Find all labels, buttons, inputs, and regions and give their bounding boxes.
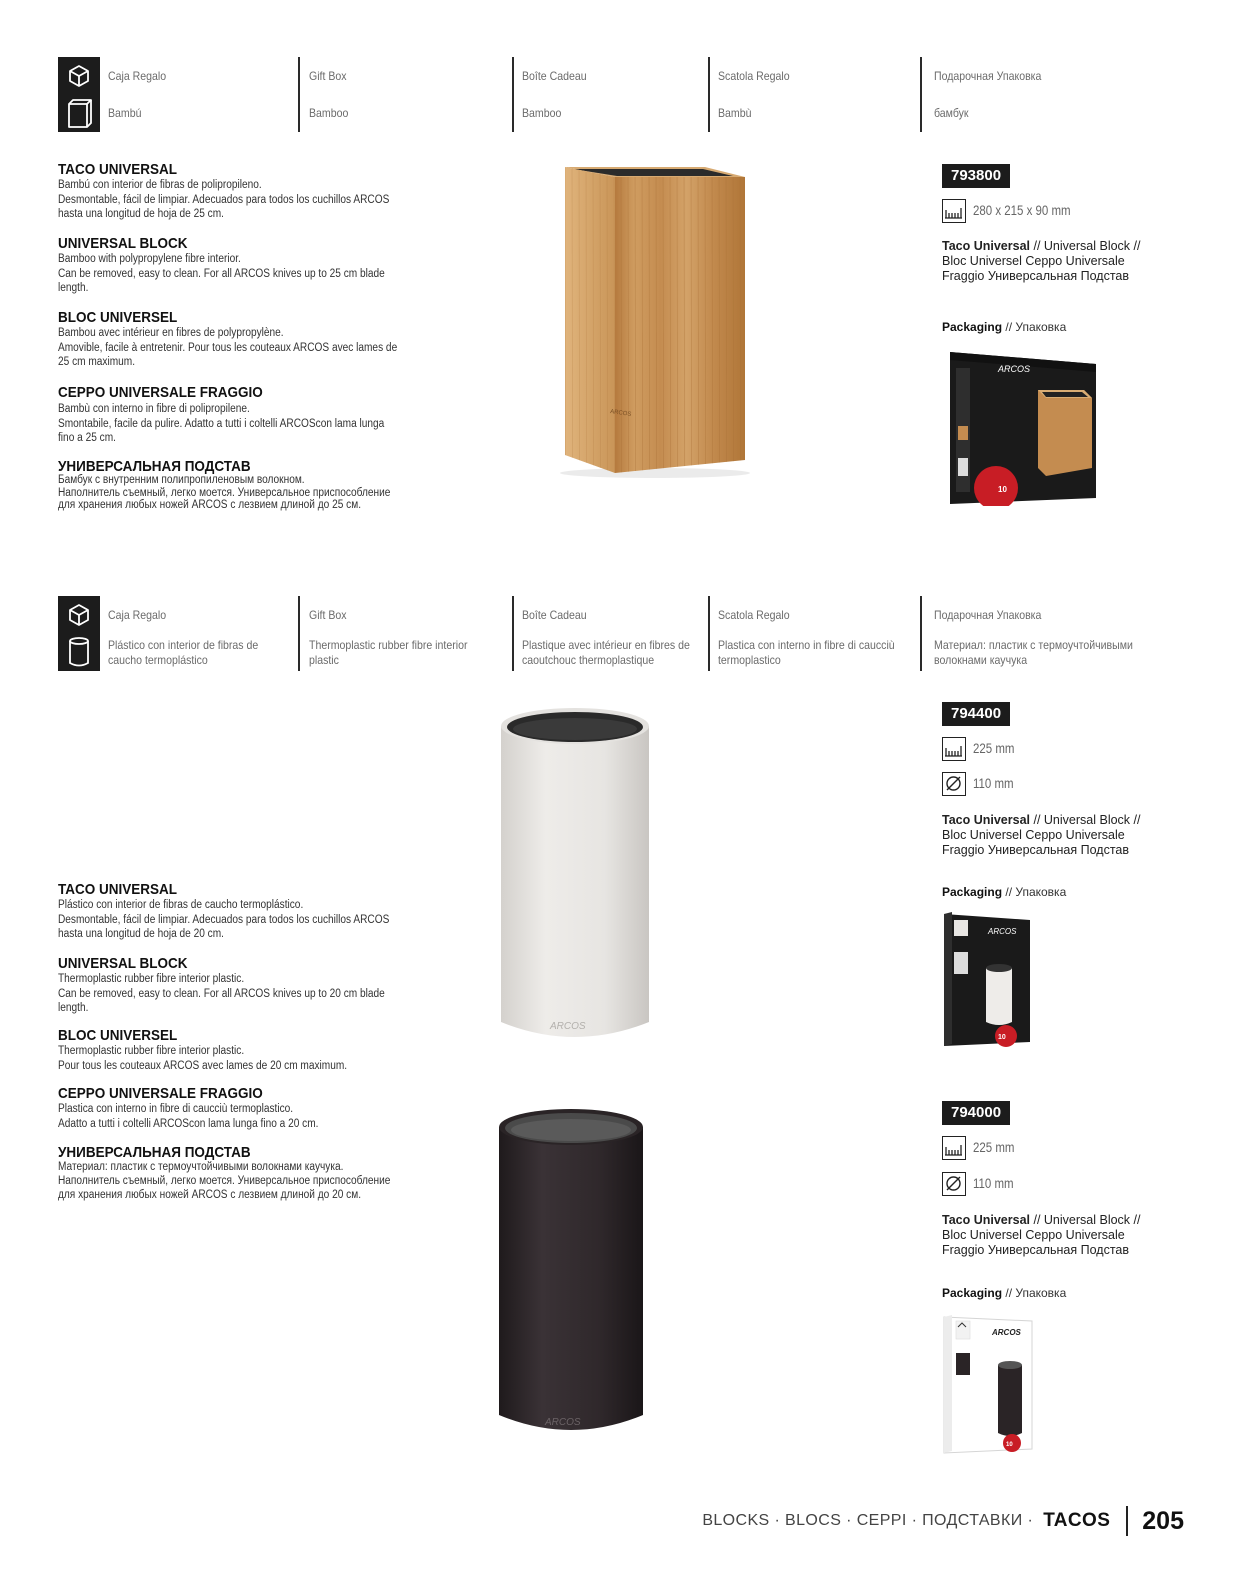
white-cylinder-block-image [495,704,655,1046]
block-title-es: TACO UNIVERSAL [58,881,178,898]
header-material-ru: бамбук [934,106,969,120]
header-gift-es: Caja Regalo [108,608,167,622]
header-material-fr: Bamboo [522,106,562,120]
svg-text:ARCOS: ARCOS [609,409,632,418]
header-material-it: Plastica con interno in fibre di caucciù termoplastico [718,638,895,667]
block-body-en: Bamboo with polypropylene fibre interior. Can be removed, easy to clean. For all ARCOS knives up to 25 cm blade length. [58,253,385,294]
header-material-ru: Материал: пластик с термоучтойчивыми волокнами каучука [934,638,1133,667]
header-material-fr: Plastique avec intérieur en fibres de caoutchouc thermoplastique [522,638,690,667]
product-dimensions: 280 x 215 x 90 mm [973,203,1071,218]
product-height: 225 mm [973,1140,1015,1155]
footer-divider [1126,1506,1128,1536]
header-material-en: Thermoplastic rubber fibre interior plastic [309,638,468,667]
block-body-es: Plástico con interior de fibras de caucho termoplástico. Desmontable, fácil de limpiar. Adecuados para todos los cuchillos ARCOS hasta una longitud de hoja de 20 cm. [58,899,390,940]
header-gift-ru: Подарочная Упаковка [934,608,1042,622]
header-material-it: Bambù [718,106,752,120]
packaging-label: Packaging // Упаковка [942,1286,1067,1300]
product-diameter: 110 mm [973,776,1014,791]
packaging-label: Packaging // Упаковка [942,320,1067,334]
gift-box-icon [58,57,100,95]
svg-text:10: 10 [998,1034,1006,1041]
product-code-793800: 793800 [942,164,1010,188]
block-body-fr: Bambou avec intérieur en fibres de polypropylène. Amovible, facile à entretenir. Pour tous les couteaux ARCOS avec lames de 25 cm maximum. [58,327,398,368]
block-title-es: TACO UNIVERSAL [58,161,178,178]
gift-box-icon [58,596,100,634]
block-title-en: UNIVERSAL BLOCK [58,955,188,972]
header-gift-fr: Boîte Cadeau [522,608,587,622]
cylinder-block-icon [58,633,100,671]
packaging-label: Packaging // Упаковка [942,885,1067,899]
footer-current-section: TACOS [1043,1510,1111,1531]
bamboo-block-icon [58,94,100,132]
svg-text:ARCOS: ARCOS [998,364,1031,374]
product-code-794000: 794000 [942,1101,1010,1125]
product-diameter: 110 mm [973,1176,1014,1191]
block-title-it: CEPPO UNIVERSALE FRAGGIO [58,1085,263,1102]
svg-text:10: 10 [1006,1442,1013,1448]
block-title-ru: УНИВЕРСАЛЬНАЯ ПОДСТАВ [58,458,251,475]
header-gift-en: Gift Box [309,69,347,83]
black-cylinder-block-image [495,1105,647,1440]
header-gift-en: Gift Box [309,608,347,622]
block-title-fr: BLOC UNIVERSEL [58,309,178,326]
product-code-794400: 794400 [942,702,1010,726]
packaging-box-image [942,910,1034,1050]
page-footer [702,1503,1184,1539]
block-body-en: Thermoplastic rubber fibre interior plastic. Can be removed, easy to clean. For all ARCOS knives up to 20 cm blade length. [58,973,385,1014]
header-gift-es: Caja Regalo [108,69,167,83]
block-body-ru: Материал: пластик с термоучтойчивыми волокнами каучука. Наполнитель съемный, легко моется. Универсальное приспособление для хранения любых ножей ARCOS с лезвием длиной до 20 см. [58,1161,391,1201]
page-number: 205 [1142,1506,1184,1535]
header-material-es: Bambú [108,106,142,120]
svg-text:ARCOS: ARCOS [545,1417,581,1428]
block-title-fr: BLOC UNIVERSEL [58,1027,178,1044]
diameter-icon [942,1172,966,1196]
block-body-ru: Бамбук с внутренним полипропиленовым волокном. Наполнитель съемный, легко моется. Универсальное приспособление для хранения любых ножей ARCOS с лезвием длиной до 25 см. [58,474,391,511]
diameter-icon [942,772,966,796]
header-gift-it: Scatola Regalo [718,69,790,83]
block-title-it: CEPPO UNIVERSALE FRAGGIO [58,384,263,401]
height-ruler-icon [942,199,966,223]
header-gift-ru: Подарочная Упаковка [934,69,1042,83]
header-material-en: Bamboo [309,106,349,120]
product-height: 225 mm [973,741,1015,756]
packaging-box-image [942,1313,1036,1457]
svg-text:ARCOS: ARCOS [550,1021,586,1032]
svg-text:10: 10 [998,485,1007,494]
block-title-en: UNIVERSAL BLOCK [58,235,188,252]
block-body-es: Bambú con interior de fibras de polipropileno. Desmontable, fácil de limpiar. Adecuados para todos los cuchillos ARCOS hasta una longitud de hoja de 25 cm. [58,179,390,220]
header-gift-it: Scatola Regalo [718,608,790,622]
svg-text:ARCOS: ARCOS [988,927,1017,936]
product-names: Taco Universal // Universal Block // Bloc Universel Ceppo Universale Fraggio Универсальная Подстав [942,239,1141,283]
block-body-it: Bambù con interno in fibre di polipropilene. Smontabile, facile da pulire. Adatto a tutti i coltelli ARCOScon lama lunga fino a 25 cm. [58,403,385,444]
svg-text:ARCOS: ARCOS [992,1328,1021,1337]
block-title-ru: УНИВЕРСАЛЬНАЯ ПОДСТАВ [58,1144,251,1161]
product-names: Taco Universal // Universal Block // Bloc Universel Ceppo Universale Fraggio Универсальная Подстав [942,813,1141,857]
block-body-fr: Thermoplastic rubber fibre interior plastic. Pour tous les couteaux ARCOS avec lames de 20 cm maximum. [58,1045,348,1072]
block-body-it: Plastica con interno in fibre di caucciù termoplastico. Adatto a tutti i coltelli ARCOScon lama lunga fino a 20 cm. [58,1103,319,1130]
header-gift-fr: Boîte Cadeau [522,69,587,83]
height-ruler-icon [942,1136,966,1160]
packaging-box-image [946,348,1102,506]
product-names: Taco Universal // Universal Block // Bloc Universel Ceppo Universale Fraggio Универсальная Подстав [942,1213,1141,1257]
bamboo-block-image [555,155,755,480]
footer-section-trail: BLOCKS · BLOCS · CEPPI · ПОДСТАВКИ · [702,1512,1034,1529]
height-ruler-icon [942,737,966,761]
header-material-es: Plástico con interior de fibras de caucho termoplástico [108,638,259,667]
